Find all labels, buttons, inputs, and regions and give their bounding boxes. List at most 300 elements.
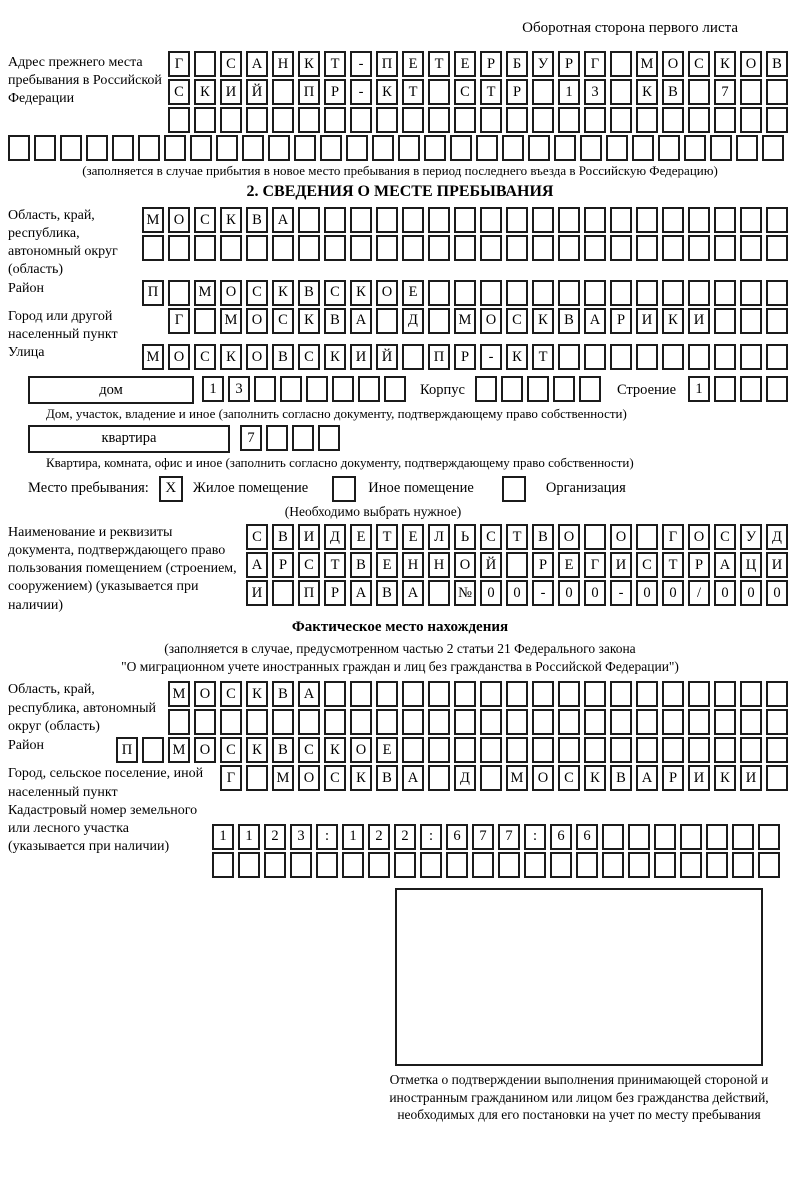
char-cell (428, 765, 450, 791)
char-cell: С (324, 280, 346, 306)
char-cell (86, 135, 108, 161)
char-cell (264, 852, 286, 878)
char-cell: С (480, 524, 502, 550)
char-cell: В (532, 524, 554, 550)
char-cell (558, 737, 580, 763)
char-cell: К (298, 308, 320, 334)
char-cell (714, 376, 736, 402)
char-cell: К (376, 79, 398, 105)
char-cell (532, 280, 554, 306)
char-cell (402, 681, 424, 707)
district-row (142, 280, 792, 306)
char-cell: 1 (212, 824, 234, 850)
char-cell: 0 (584, 580, 606, 606)
char-cell (376, 709, 398, 735)
other-premises-option-label: Иное помещение (368, 480, 474, 497)
char-cell (662, 344, 684, 370)
char-cell (142, 737, 164, 763)
confirmation-stamp-box (395, 888, 763, 1066)
char-cell (272, 79, 294, 105)
korpus-label: Корпус (420, 382, 465, 399)
char-cell (662, 280, 684, 306)
char-cell: М (168, 681, 190, 707)
char-cell (714, 308, 736, 334)
char-cell: О (558, 524, 580, 550)
char-cell (532, 235, 554, 261)
char-cell: И (636, 308, 658, 334)
char-cell (238, 852, 260, 878)
char-cell: 1 (688, 376, 710, 402)
char-cell: Д (454, 765, 476, 791)
char-cell: Й (376, 344, 398, 370)
char-cell: 0 (740, 580, 762, 606)
char-cell (480, 280, 502, 306)
document-row-1 (246, 524, 792, 550)
char-cell (527, 376, 549, 402)
char-cell: А (714, 552, 736, 578)
page-subtitle: Оборотная сторона первого листа (522, 20, 738, 36)
char-cell: 7 (714, 79, 736, 105)
char-cell (654, 824, 676, 850)
char-cell: П (298, 580, 320, 606)
char-cell (376, 308, 398, 334)
char-cell (428, 235, 450, 261)
char-cell: Л (428, 524, 450, 550)
char-cell (142, 235, 164, 261)
char-cell: Г (220, 765, 242, 791)
char-cell (506, 681, 528, 707)
char-cell: 3 (228, 376, 250, 402)
char-cell (714, 207, 736, 233)
char-cell (740, 107, 762, 133)
char-cell (706, 824, 728, 850)
char-cell (740, 344, 762, 370)
char-cell (384, 376, 406, 402)
char-cell (402, 344, 424, 370)
char-cell (714, 681, 736, 707)
char-cell: Б (506, 51, 528, 77)
char-cell (584, 524, 606, 550)
street-field (8, 344, 792, 372)
char-cell: С (636, 552, 658, 578)
char-cell (710, 135, 732, 161)
char-cell (168, 235, 190, 261)
actual-location-note-2: "О миграционном учете иностранных граждан и лиц без гражданства в Российской Федерации") (121, 658, 679, 674)
char-cell: Т (480, 79, 502, 105)
char-cell (164, 135, 186, 161)
char-cell: Р (324, 580, 346, 606)
char-cell (688, 737, 710, 763)
char-cell (528, 135, 550, 161)
prev-address-row-3 (168, 107, 792, 133)
char-cell: О (532, 765, 554, 791)
char-cell: 7 (240, 425, 262, 451)
char-cell (558, 107, 580, 133)
char-cell: П (376, 51, 398, 77)
char-cell: В (662, 79, 684, 105)
char-cell: Й (246, 79, 268, 105)
char-cell: Р (454, 344, 476, 370)
char-cell (424, 135, 446, 161)
char-cell (740, 79, 762, 105)
char-cell (680, 824, 702, 850)
char-cell: Т (428, 51, 450, 77)
char-cell: 2 (264, 824, 286, 850)
char-cell (610, 107, 632, 133)
confirmation-block (389, 888, 792, 1124)
char-cell: 1 (558, 79, 580, 105)
char-cell (402, 107, 424, 133)
char-cell (372, 135, 394, 161)
char-cell (506, 737, 528, 763)
char-cell (402, 709, 424, 735)
char-cell (532, 107, 554, 133)
char-cell (502, 135, 524, 161)
document-label: Наименование и реквизиты документа, подтверждающего право пользования помещением (строением, сооружением) (указывается при наличии) (8, 524, 237, 613)
char-cell (636, 709, 658, 735)
char-cell: 0 (662, 580, 684, 606)
residential-option-label: Жилое помещение (192, 480, 309, 497)
char-cell: И (740, 765, 762, 791)
char-cell: А (246, 51, 268, 77)
char-cell (628, 852, 650, 878)
char-cell (762, 135, 784, 161)
char-cell (506, 207, 528, 233)
actual-city-row (220, 765, 792, 791)
char-cell (736, 135, 758, 161)
char-cell: Т (402, 79, 424, 105)
char-cell (740, 207, 762, 233)
char-cell (480, 765, 502, 791)
char-cell: 0 (480, 580, 502, 606)
char-cell: Д (324, 524, 346, 550)
char-cell (610, 235, 632, 261)
char-cell: С (454, 79, 476, 105)
char-cell: В (272, 344, 294, 370)
char-cell (324, 107, 346, 133)
char-cell: В (246, 207, 268, 233)
char-cell: К (298, 51, 320, 77)
char-cell (190, 135, 212, 161)
char-cell (216, 135, 238, 161)
char-cell: С (194, 207, 216, 233)
char-cell (376, 681, 398, 707)
char-cell (688, 107, 710, 133)
char-cell (579, 376, 601, 402)
region-label: Область, край, республика, автономный округ (область) (8, 207, 118, 278)
char-cell: С (272, 308, 294, 334)
char-cell (454, 280, 476, 306)
char-cell (358, 376, 380, 402)
char-cell (324, 681, 346, 707)
char-cell (34, 135, 56, 161)
document-row-3 (246, 580, 792, 606)
char-cell (636, 107, 658, 133)
char-cell: Н (402, 552, 424, 578)
char-cell: 1 (238, 824, 260, 850)
char-cell: И (220, 79, 242, 105)
char-cell: 0 (636, 580, 658, 606)
char-cell: 6 (446, 824, 468, 850)
char-cell: О (688, 524, 710, 550)
char-cell: К (532, 308, 554, 334)
char-cell (342, 852, 364, 878)
char-cell (501, 376, 523, 402)
char-cell (636, 344, 658, 370)
char-cell (220, 709, 242, 735)
section2-title: 2. СВЕДЕНИЯ О МЕСТЕ ПРЕБЫВАНИЯ (246, 182, 554, 200)
char-cell (246, 107, 268, 133)
actual-region-row-1 (168, 681, 792, 707)
char-cell: О (662, 51, 684, 77)
char-cell (532, 207, 554, 233)
char-cell: 0 (714, 580, 736, 606)
char-cell: А (246, 552, 268, 578)
char-cell (294, 135, 316, 161)
char-cell (584, 235, 606, 261)
char-cell: А (350, 580, 372, 606)
char-cell (476, 135, 498, 161)
char-cell (428, 709, 450, 735)
char-cell: К (350, 280, 372, 306)
char-cell (246, 709, 268, 735)
other-premises-checkbox (332, 476, 356, 502)
char-cell (766, 737, 788, 763)
char-cell (318, 425, 340, 451)
char-cell (480, 235, 502, 261)
street-label: Улица (8, 345, 45, 361)
char-cell (584, 709, 606, 735)
char-cell (420, 852, 442, 878)
char-cell (350, 207, 372, 233)
char-cell: Е (402, 51, 424, 77)
street-row (142, 344, 792, 370)
char-cell (610, 51, 632, 77)
house-caption: Дом, участок, владение и иное (заполнить согласно документу, подтверждающему право собственности) (46, 406, 627, 422)
char-cell: Р (272, 552, 294, 578)
char-cell: С (246, 524, 268, 550)
char-cell: : (524, 824, 546, 850)
residential-checkbox: X (159, 476, 183, 502)
organization-checkbox (502, 476, 526, 502)
char-cell (280, 376, 302, 402)
char-cell: И (350, 344, 372, 370)
char-cell (332, 376, 354, 402)
char-cell (376, 235, 398, 261)
char-cell: Г (168, 51, 190, 77)
char-cell: К (272, 280, 294, 306)
char-cell: Е (402, 280, 424, 306)
char-cell (480, 207, 502, 233)
actual-region-rows (168, 681, 792, 737)
char-cell (194, 235, 216, 261)
char-cell (8, 135, 30, 161)
char-cell: К (194, 79, 216, 105)
char-cell (602, 852, 624, 878)
char-cell (758, 824, 780, 850)
char-cell (428, 737, 450, 763)
char-cell: Е (376, 552, 398, 578)
char-cell: Т (376, 524, 398, 550)
actual-region-label: Область, край, республика, автономный округ (область) (8, 682, 157, 734)
cadastre-row-1 (212, 824, 784, 850)
char-cell (558, 280, 580, 306)
char-cell (532, 79, 554, 105)
char-cell: Г (584, 51, 606, 77)
apartment-caption: Квартира, комната, офис и иное (заполнить согласно документу, подтверждающему право собственности) (46, 454, 634, 470)
char-cell: Е (454, 51, 476, 77)
actual-location-title: Фактическое место нахождения (291, 618, 509, 635)
cadastre-row-2 (212, 852, 784, 878)
char-cell (266, 425, 288, 451)
char-cell: 7 (498, 824, 520, 850)
char-cell (554, 135, 576, 161)
char-cell (766, 681, 788, 707)
char-cell: Р (662, 765, 684, 791)
char-cell: И (688, 308, 710, 334)
char-cell (428, 207, 450, 233)
char-cell (272, 235, 294, 261)
char-cell (454, 207, 476, 233)
char-cell: - (532, 580, 554, 606)
prev-address-row-4 (8, 135, 792, 161)
char-cell: Й (480, 552, 502, 578)
char-cell: О (740, 51, 762, 77)
char-cell (688, 235, 710, 261)
char-cell: И (766, 552, 788, 578)
char-cell (480, 709, 502, 735)
char-cell (610, 709, 632, 735)
char-cell: Р (324, 79, 346, 105)
actual-region-field (8, 681, 792, 737)
char-cell: А (272, 207, 294, 233)
char-cell: 1 (202, 376, 224, 402)
char-cell (268, 135, 290, 161)
korpus-cells (475, 376, 605, 402)
char-cell: О (376, 280, 398, 306)
char-cell (688, 207, 710, 233)
char-cell (168, 280, 190, 306)
char-cell (298, 207, 320, 233)
stroenie-cells (688, 376, 792, 402)
char-cell (680, 852, 702, 878)
char-cell: Е (350, 524, 372, 550)
char-cell (454, 107, 476, 133)
char-cell (272, 709, 294, 735)
stroenie-label: Строение (616, 382, 676, 399)
actual-city-label: Город, сельское поселение, иной населенный пункт (8, 766, 204, 800)
char-cell (194, 107, 216, 133)
char-cell (610, 207, 632, 233)
char-cell (584, 107, 606, 133)
char-cell: О (168, 344, 190, 370)
char-cell: № (454, 580, 476, 606)
char-cell: - (350, 51, 372, 77)
actual-district-row (116, 737, 792, 763)
char-cell (368, 852, 390, 878)
house-box-label: дом (28, 376, 194, 404)
document-field (8, 524, 792, 615)
char-cell (628, 824, 650, 850)
char-cell (662, 709, 684, 735)
char-cell: В (298, 280, 320, 306)
district-field (8, 280, 792, 308)
char-cell (553, 376, 575, 402)
char-cell: С (168, 79, 190, 105)
char-cell (766, 376, 788, 402)
char-cell (758, 852, 780, 878)
char-cell: К (220, 344, 242, 370)
char-cell: В (350, 552, 372, 578)
char-cell (350, 681, 372, 707)
char-cell: Р (506, 79, 528, 105)
char-cell (654, 852, 676, 878)
apartment-cells (240, 425, 344, 451)
char-cell (714, 344, 736, 370)
prev-address-label: Адрес прежнего места пребывания в Российской Федерации (8, 55, 162, 107)
char-cell: У (532, 51, 554, 77)
char-cell: С (298, 552, 320, 578)
char-cell (475, 376, 497, 402)
char-cell (550, 852, 572, 878)
organization-option-label: Организация (545, 480, 626, 497)
char-cell (740, 235, 762, 261)
char-cell: А (584, 308, 606, 334)
char-cell: Т (506, 524, 528, 550)
char-cell: С (714, 524, 736, 550)
char-cell: М (220, 308, 242, 334)
char-cell: Ь (454, 524, 476, 550)
char-cell: 6 (550, 824, 572, 850)
char-cell: : (420, 824, 442, 850)
char-cell: С (324, 765, 346, 791)
region-row-2 (142, 235, 792, 261)
cadastre-rows (212, 824, 784, 880)
char-cell (584, 280, 606, 306)
char-cell: К (246, 681, 268, 707)
char-cell: 0 (766, 580, 788, 606)
char-cell (246, 765, 268, 791)
char-cell: К (324, 344, 346, 370)
region-field (8, 207, 792, 280)
actual-district-label: Район (8, 738, 44, 754)
char-cell (636, 524, 658, 550)
char-cell: Д (402, 308, 424, 334)
stay-type-label: Место пребывания: (28, 480, 149, 497)
stay-type-row (28, 476, 792, 502)
char-cell: С (220, 681, 242, 707)
char-cell: Ц (740, 552, 762, 578)
char-cell: И (688, 765, 710, 791)
city-field (8, 308, 792, 344)
char-cell (480, 737, 502, 763)
char-cell: М (272, 765, 294, 791)
cadastre-field (8, 802, 792, 880)
char-cell: Е (376, 737, 398, 763)
char-cell (766, 765, 788, 791)
char-cell (732, 824, 754, 850)
actual-city-field (8, 765, 792, 801)
char-cell (714, 709, 736, 735)
char-cell (376, 207, 398, 233)
char-cell (402, 207, 424, 233)
char-cell: У (740, 524, 762, 550)
char-cell (584, 681, 606, 707)
char-cell: О (350, 737, 372, 763)
char-cell: 2 (394, 824, 416, 850)
char-cell (350, 235, 372, 261)
char-cell: 3 (584, 79, 606, 105)
